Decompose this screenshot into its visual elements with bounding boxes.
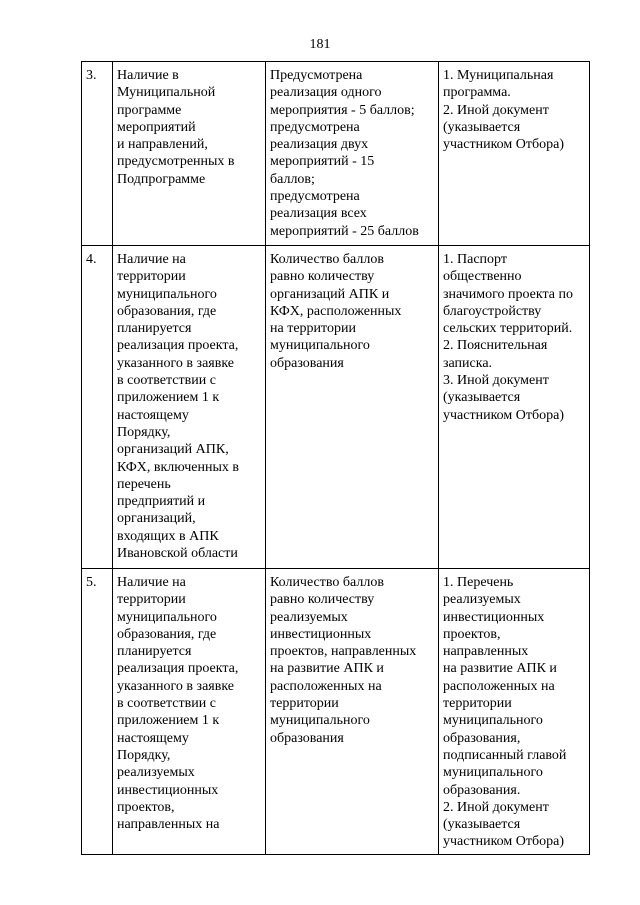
score-cell: Количество баллов равно количеству реализуемых инвестиционных проектов, направленных на развитие АПК и расположенных на территории муниципального образования [266,569,439,855]
row-number: 4. [82,246,113,569]
table-row [82,246,590,569]
page-number: 181 [309,37,331,52]
table-row [82,569,590,855]
documents-cell: 1. Перечень реализуемых инвестиционных проектов, направленных на развитие АПК и расположенных на территории муниципального образования, подписанный главой муниципального образования. 2. Иной документ (указывается участником Отбора) [439,569,590,855]
criterion-cell: Наличие на территории муниципального образования, где планируется реализация проекта, указанного в заявке в соответствии с приложением 1 к настоящему Порядку, организаций АПК, КФХ, включенных в перечень предприятий и организаций, входящих в АПК Ивановской области [113,246,266,569]
score-cell: Предусмотрена реализация одного мероприятия - 5 баллов; предусмотрена реализация двух мероприятий - 15 баллов; предусмотрена реализация всех мероприятий - 25 баллов [266,62,439,246]
row-number: 3. [82,62,113,246]
criteria-table [81,61,590,855]
criterion-cell: Наличие на территории муниципального образования, где планируется реализация проекта, указанного в заявке в соответствии с приложением 1 к настоящему Порядку, реализуемых инвестиционных проектов, направленных на [113,569,266,855]
table-row [82,62,590,246]
row-number: 5. [82,569,113,855]
documents-cell: 1. Муниципальная программа. 2. Иной документ (указывается участником Отбора) [439,62,590,246]
documents-cell: 1. Паспорт общественно значимого проекта по благоустройству сельских территорий. 2. Пояснительная записка. 3. Иной документ (указывается участником Отбора) [439,246,590,569]
score-cell: Количество баллов равно количеству организаций АПК и КФХ, расположенных на территории муниципального образования [266,246,439,569]
criterion-cell: Наличие в Муниципальной программе мероприятий и направлений, предусмотренных в Подпрограмме [113,62,266,246]
